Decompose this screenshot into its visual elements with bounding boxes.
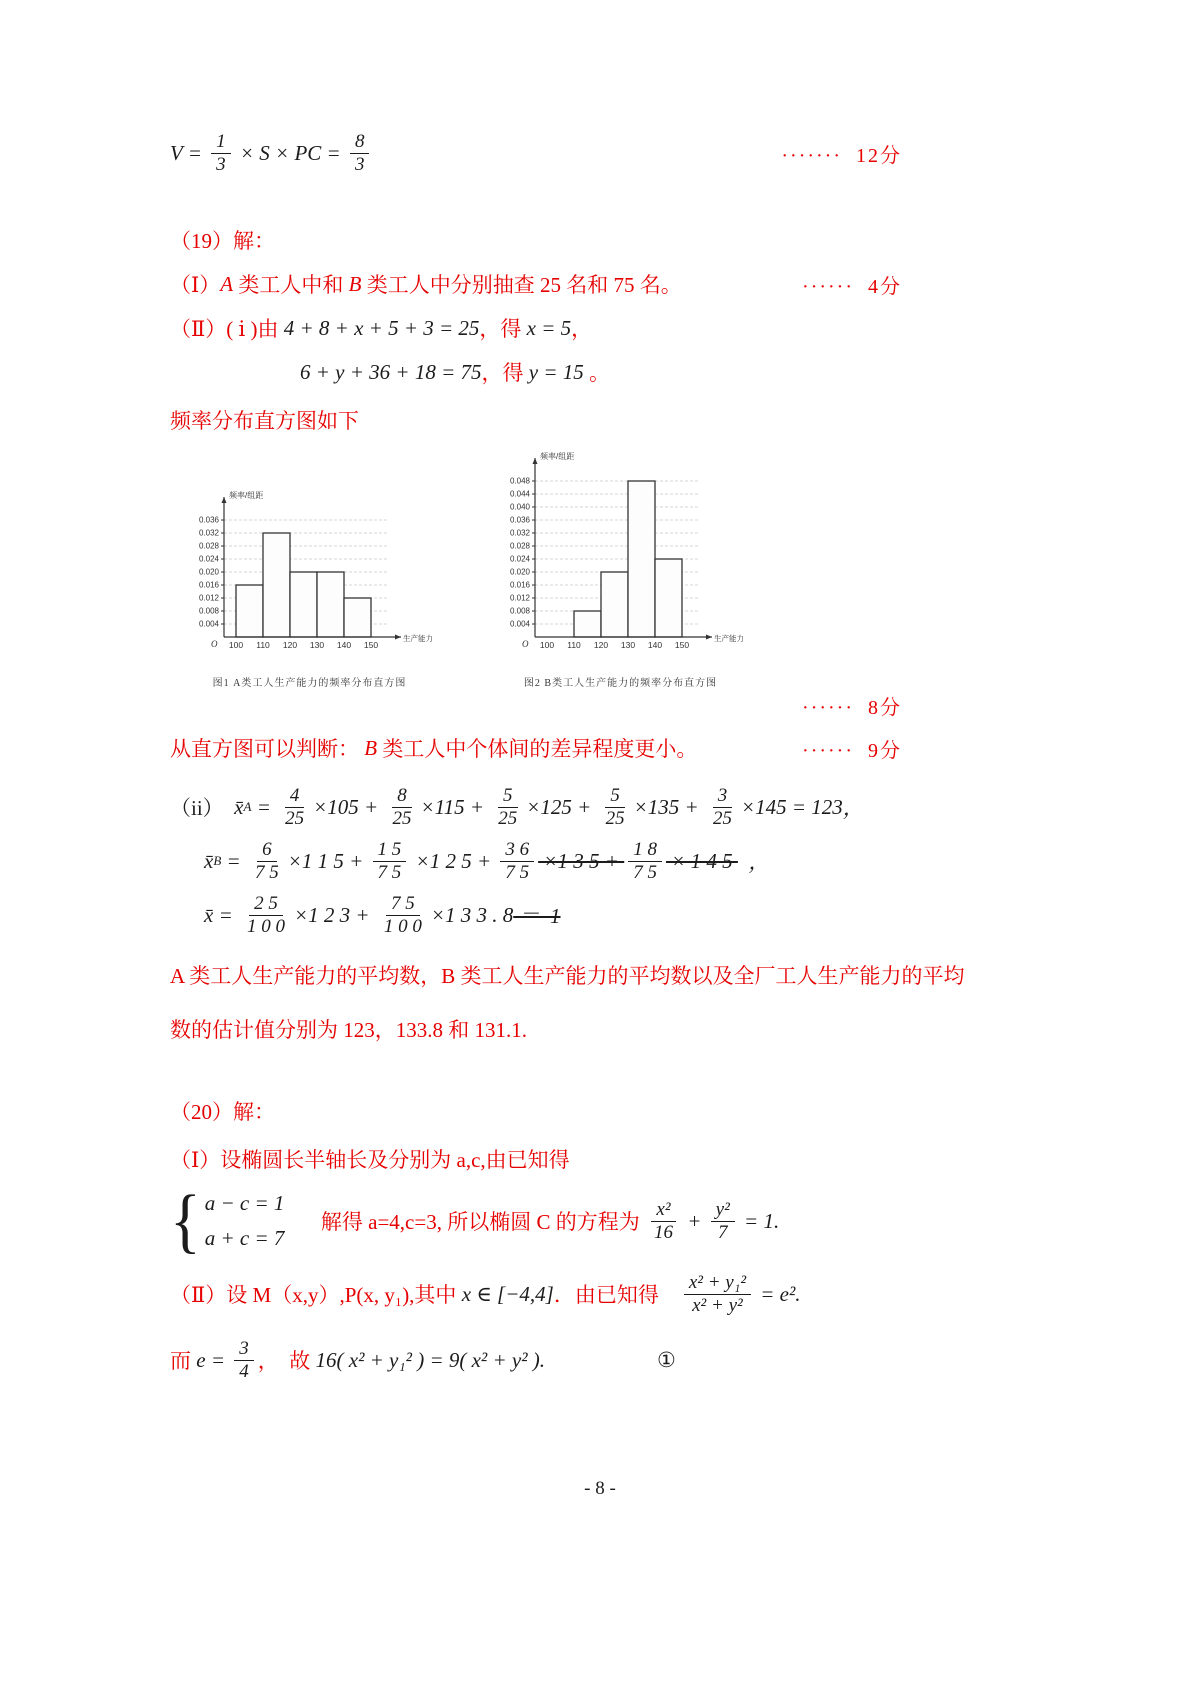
- svg-text:生产能力: 生产能力: [714, 634, 744, 643]
- q20-equation-circled1: 而 e = $\frac{3}{4}$ ， 故 16( x² + y₁² ) = 9( x² + y² ). ①: [170, 1337, 676, 1382]
- svg-text:0.016: 0.016: [509, 580, 530, 590]
- svg-text:100: 100: [539, 640, 555, 650]
- svg-text:0.044: 0.044: [509, 489, 530, 499]
- svg-text:0.032: 0.032: [198, 528, 219, 538]
- svg-text:130: 130: [309, 640, 325, 650]
- svg-text:0.032: 0.032: [509, 528, 530, 538]
- judgement-row: [170, 732, 1050, 764]
- system-eq1: a − c = 1: [204, 1191, 285, 1216]
- volume-formula: V = $\frac{1}{3}$ × S × PC = $\frac{8}{3}$: [170, 131, 373, 176]
- score-mark-8: ······ 8分: [802, 697, 902, 719]
- histogram-b-plot: [487, 450, 754, 672]
- svg-text:100: 100: [228, 640, 244, 650]
- svg-text:0.004: 0.004: [198, 619, 219, 629]
- mean-a-formula: （ii） x̄ A = $\frac{4}{25}$ ×105 + $\frac{8}{25}$ ×115 + $\frac{5}{25}$ ×125 + $\frac{5}{25}$ ×135 + $\frac{3}{25}$ ×145 = 123 ，: [170, 784, 864, 829]
- histograms: [176, 450, 1050, 689]
- svg-text:0.012: 0.012: [509, 593, 530, 603]
- histogram-b-caption: 图2 B类工人生产能力的频率分布直方图: [523, 678, 718, 689]
- svg-text:频率/组距: 频率/组距: [229, 491, 264, 500]
- histogram-b: [487, 450, 754, 689]
- svg-text:O: O: [522, 639, 529, 649]
- svg-text:0.008: 0.008: [509, 606, 530, 616]
- svg-text:150: 150: [363, 640, 379, 650]
- q19-part1-text: （Ⅰ） A 类工人中和 B 类工人中分别抽查 25 名和 75 名。: [170, 271, 682, 297]
- svg-text:110: 110: [256, 640, 270, 650]
- svg-text:0.048: 0.048: [509, 476, 530, 486]
- svg-text:0.024: 0.024: [509, 554, 530, 564]
- q19-title: （19）解：: [170, 229, 275, 253]
- svg-text:130: 130: [620, 640, 636, 650]
- q20-title: （20）解：: [170, 1100, 275, 1125]
- q19-equation-x-row: [170, 312, 1050, 344]
- svg-text:0.036: 0.036: [198, 515, 219, 525]
- q19-equation-x: （Ⅱ）( ⅰ )由 4 + 8 + x + 5 + 3 = 25 ，得 x = 5 ，: [170, 315, 593, 341]
- svg-text:0.020: 0.020: [509, 567, 530, 577]
- svg-text:0.028: 0.028: [509, 541, 530, 551]
- mean-total-formula: x̄ = $\frac{2 5}{1 0 0}$ ×1 2 3 + $\frac{7 5}{1 0 0}$ ×1 3 3 . 8 ＝ 1: [204, 892, 561, 937]
- equation-system: [205, 1191, 285, 1251]
- ellipse-system-row: [170, 1180, 1050, 1261]
- svg-text:120: 120: [593, 640, 609, 650]
- q19-equation-y: 6 + y + 36 + 18 = 75 ，得 y = 15 。: [300, 359, 611, 385]
- histogram-a-caption: 图1 A类工人生产能力的频率分布直方图: [212, 678, 407, 689]
- q20-part2-line: （Ⅱ）设 M（x,y）,P(x, y₁),其中 x ∈ [−4,4] ．由已知得 $\frac{\text{x² + y₁²}}{\text{x² + y²}}$ = e².: [170, 1271, 801, 1316]
- volume-formula-row: [170, 126, 1050, 180]
- mean-total-row: [170, 888, 1050, 942]
- score-mark-9: ······ 9分: [802, 739, 902, 762]
- svg-text:0.028: 0.028: [198, 541, 219, 551]
- svg-text:频率/组距: 频率/组距: [540, 452, 575, 461]
- svg-text:O: O: [211, 639, 218, 649]
- histogram-intro-row: [170, 404, 1050, 436]
- judgement-text: 从直方图可以判断： B 类工人中个体间的差异程度更小。: [170, 735, 698, 761]
- q20-part1-intro-row: [170, 1143, 1050, 1175]
- histogram-intro-text: 频率分布直方图如下: [170, 409, 359, 433]
- q19-conclusion: A 类工人生产能力的平均数，B 类工人生产能力的平均数以及全厂工人生产能力的平均数的估计值分别为 123，133.8 和 131.1.: [170, 964, 965, 1042]
- ellipse-solution: 解得 a=4,c=3, 所以椭圆 C 的方程为 $\frac{\text{x²}}{16}$ + $\frac{\text{y²}}{7}$ = 1.: [310, 1198, 780, 1243]
- q20-equation1-row: [170, 1333, 1050, 1387]
- q20-title-row: [170, 1095, 1050, 1127]
- mean-a-row: [170, 780, 1050, 834]
- svg-text:110: 110: [567, 640, 581, 650]
- mean-b-formula: x̄ B = $\frac{6}{7 5}$ ×1 1 5 + $\frac{1 5}{7 5}$ ×1 2 5 + $\frac{3 6}{7 5}$ ×1 3 5 + $\frac{1 8}{7 5}$ × 1 4 5 ，: [204, 838, 770, 883]
- svg-text:0.024: 0.024: [198, 554, 219, 564]
- svg-text:140: 140: [647, 640, 663, 650]
- q20-part1-intro: （Ⅰ）设椭圆长半轴长及分别为 a,c,由已知得: [170, 1148, 570, 1173]
- score8-row: [170, 691, 1050, 720]
- svg-text:0.008: 0.008: [198, 606, 219, 616]
- svg-text:生产能力: 生产能力: [403, 634, 433, 643]
- system-brace: {: [170, 1180, 201, 1261]
- svg-text:0.004: 0.004: [509, 619, 530, 629]
- svg-text:0.036: 0.036: [509, 515, 530, 525]
- system-eq2: a + c = 7: [204, 1226, 285, 1251]
- svg-text:150: 150: [674, 640, 690, 650]
- score-mark-12: ······· 12分: [781, 144, 902, 167]
- histogram-a-plot: [176, 489, 443, 672]
- q19-title-row: [170, 224, 1050, 256]
- svg-text:0.020: 0.020: [198, 567, 219, 577]
- svg-text:0.012: 0.012: [198, 593, 219, 603]
- q19-part1-row: [170, 268, 1050, 300]
- svg-text:140: 140: [336, 640, 352, 650]
- histogram-a: [176, 489, 443, 689]
- score-mark-4: ······ 4分: [802, 275, 902, 298]
- svg-text:120: 120: [282, 640, 298, 650]
- q19-equation-y-row: [170, 356, 1050, 388]
- svg-text:0.040: 0.040: [509, 502, 530, 512]
- mean-b-row: [170, 834, 1050, 888]
- svg-text:0.016: 0.016: [198, 580, 219, 590]
- page-number: - 8 -: [584, 1478, 616, 1499]
- q20-part2-row: [170, 1267, 1050, 1321]
